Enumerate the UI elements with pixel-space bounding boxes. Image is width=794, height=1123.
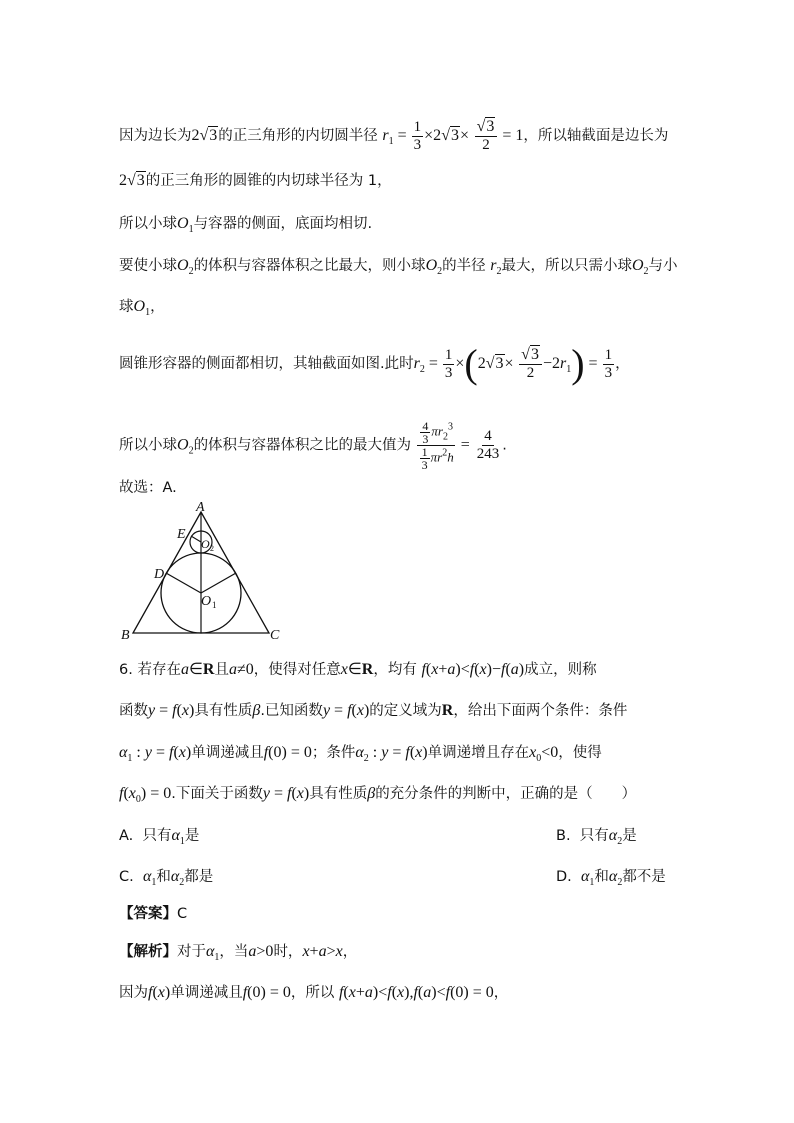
label-e: E	[177, 527, 186, 542]
answer-line	[119, 904, 187, 924]
question-6-line-2: 函数y = f(x)具有性质β.已知函数y = f(x)的定义域为R，给出下面两个条件：条件	[119, 702, 628, 719]
option-a[interactable]: A. 只有$\alpha_1$是	[119, 827, 200, 847]
label-a: A	[196, 500, 205, 515]
question-6-line-3: $\alpha_1$ : y = f(x)单调递减且f(0) = 0；条件$\alpha_2$ : y = f(x)单调递增且存在$x_0<0$，使得	[119, 744, 602, 764]
radius-to-d	[166, 573, 201, 593]
solution-line-6: 圆锥形容器的侧面都相切，其轴截面如图.此时$r_2$ = $\frac{1}{3}$ ×(2√3× $\frac{√3}{2}$ $-2r_1$) = $\frac{1}{3}$ ，	[119, 341, 630, 386]
question-6-line-1: 6. 若存在a∈R且a≠0，使得对任意x∈R，均有 f(x+a)<f(x)−f(a)成立，则称	[119, 661, 597, 678]
label-o1: O	[201, 594, 212, 609]
option-b[interactable]: B. 只有$\alpha_2$是	[556, 827, 637, 847]
solution-line-8: 故选：A.	[119, 480, 177, 496]
label-o2-sub: 2	[210, 544, 214, 553]
label-b: B	[121, 628, 130, 643]
solution-line-5: 球$O_1$，	[119, 298, 165, 318]
label-o2: O	[201, 537, 210, 551]
geometry-figure	[115, 500, 295, 645]
solution-line-3: 所以小球$O_1$与容器的侧面，底面均相切.	[119, 215, 373, 235]
label-c: C	[270, 628, 280, 643]
option-c[interactable]: C. $\alpha_1$和$\alpha_2$都是	[119, 868, 214, 888]
solution-line-7: 所以小球$O_2$的体积与容器体积之比的最大值为 $\frac{4}{3}$ $\pi r_2^3$ $\frac{1}{3}$ $\pi r^2h$ = $\frac{4}{243}$ .	[119, 419, 507, 472]
label-d: D	[154, 567, 165, 582]
answer-label: 【答案】	[119, 906, 177, 922]
option-d[interactable]: D. $\alpha_1$和$\alpha_2$都不是	[556, 868, 666, 888]
solution-line-2: 2√3的正三角形的圆锥的内切球半径为 1，	[119, 172, 392, 189]
radius-to-right	[201, 573, 236, 593]
radius-to-e	[191, 536, 201, 542]
answer-value: C	[177, 906, 188, 922]
label-o1-sub: 1	[212, 600, 217, 610]
analysis-line-1: 【解析】对于$\alpha_1$，当a>0时，x+a>x，	[119, 943, 358, 963]
solution-line-4: 要使小球$O_2$的体积与容器体积之比最大，则小球$O_2$的半径 $r_2$最大，所以只需小球$O_2$与小	[119, 257, 678, 277]
analysis-line-2: 因为f(x)单调递减且f(0) = 0，所以 f(x+a)<f(x),f(a)<f(0) = 0，	[119, 984, 509, 1001]
question-6-line-4: $f(x_0) = 0$.下面关于函数y = f(x)具有性质β的充分条件的判断中，正确的是（ ）	[119, 785, 637, 805]
solution-line-1: 因为边长为2√3的正三角形的内切圆半径 $r_1$ = $\frac{1}{3}$ ×2√3× $\frac{√3}{2}$ = 1，所以轴截面是边长为	[119, 118, 669, 153]
